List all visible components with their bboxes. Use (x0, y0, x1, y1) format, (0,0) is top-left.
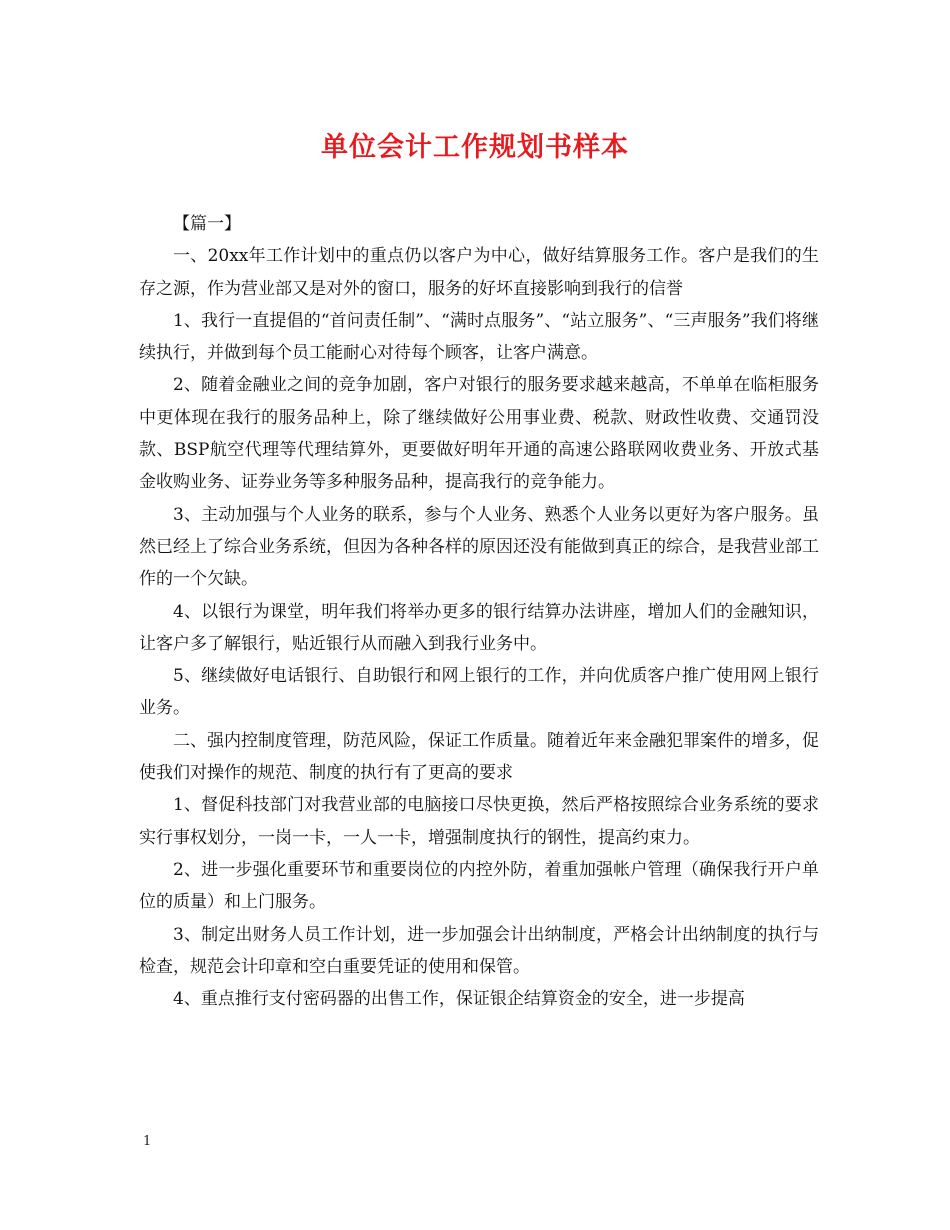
section-heading: 【篇一】 (173, 214, 241, 234)
paragraph: 4、重点推行支付密码器的出售工作，保证银企结算资金的安全，进一步提高 (173, 989, 745, 1010)
paragraph: 1、我行一直提倡的“首问责任制”、“满时点服务”、“站立服务”、“三声服务”我们将继续执行，并做到每个员工能耐心对待每个顾客，让客户满意。 (139, 310, 819, 364)
paragraph: 二、强内控制度管理，防范风险，保证工作质量。随着近年来金融犯罪案件的增多，促使我们对操作的规范、制度的执行有了更高的要求 (139, 730, 819, 784)
paragraph: 3、主动加强与个人业务的联系，参与个人业务、熟悉个人业务以更好为客户服务。虽然已经上了综合业务系统，但因为各种各样的原因还没有能做到真正的综合，是我营业部工作的一个欠缺。 (139, 504, 819, 590)
document-body (139, 208, 819, 1015)
page-number: 1 (143, 1134, 152, 1149)
paragraph: 2、进一步强化重要环节和重要岗位的内控外防，着重加强帐户管理（确保我行开户单位的质量）和上门服务。 (139, 859, 819, 913)
paragraph: 2、随着金融业之间的竞争加剧，客户对银行的服务要求越来越高，不单单在临柜服务中更体现在我行的服务品种上，除了继续做好公用事业费、税款、财政性收费、交通罚没款、BSP航空代理等代理结算外，更要做好明年开通的高速公路联网收费业务、开放式基金收购业务、证券业务等多种服务品种，提高我行的竞争能力。 (139, 375, 819, 493)
paragraph: 一、20xx年工作计划中的重点仍以客户为中心，做好结算服务工作。客户是我们的生存之源，作为营业部又是对外的窗口，服务的好坏直接影响到我行的信誉 (139, 246, 819, 299)
document-title: 单位会计工作规划书样本 (321, 132, 629, 163)
paragraph: 5、继续做好电话银行、自助银行和网上银行的工作，并向优质客户推广使用网上银行业务。 (139, 666, 819, 719)
paragraph: 3、制定出财务人员工作计划，进一步加强会计出纳制度，严格会计出纳制度的执行与检查，规范会计印章和空白重要凭证的使用和保管。 (139, 924, 819, 977)
paragraph: 1、督促科技部门对我营业部的电脑接口尽快更换，然后严格按照综合业务系统的要求实行事权划分，一岗一卡，一人一卡，增强制度执行的钢性，提高约束力。 (139, 795, 819, 848)
paragraph: 4、以银行为课堂，明年我们将举办更多的银行结算办法讲座，增加人们的金融知识，让客户多了解银行，贴近银行从而融入到我行业务中。 (139, 601, 819, 654)
